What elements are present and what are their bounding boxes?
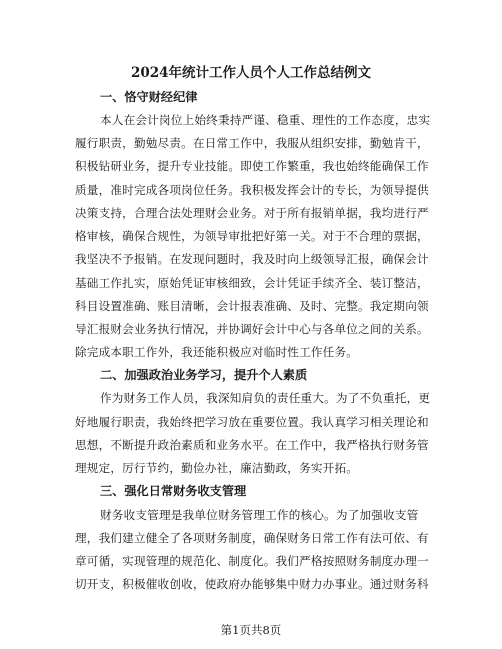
paragraph-line: 科目设置准确、账目清晰，会计报表准确、及时、完整。我定期向领 (75, 299, 429, 313)
paragraph-line: 作为财务工作人员，我深知肩负的责任重大。为了不负重托，更 (100, 391, 431, 405)
paragraph-line: 章可循，实现管理的规范化、制度化。我们严格按照财务制度办理一 (75, 554, 429, 568)
paragraph-line: 除完成本职工作外，我还能积极应对临时性工作任务。 (75, 345, 359, 359)
paragraph-line: 导汇报财会业务执行情况，并协调好会计中心与各单位之间的关系。 (75, 322, 429, 336)
paragraph-line: 履行职责，勤勉尽责。在日常工作中，我服从组织安排，勤勉肯干， (75, 136, 429, 150)
page-indicator: 第1页共8页 (220, 623, 282, 637)
paragraph-line: 财务收支管理是我单位财务管理工作的核心。为了加强收支管 (100, 508, 419, 522)
document-title: 2024年统计工作人员个人工作总结例文 (130, 65, 372, 81)
paragraph-line: 决策支持，合理合法处理财会业务。对于所有报销单据，我均进行严 (75, 206, 429, 220)
paragraph-line: 好地履行职责，我始终把学习放在重要位置。我认真学习相关理论和 (75, 415, 429, 429)
paragraph-line: 本人在会计岗位上始终秉持严谨、稳重、理性的工作态度，忠实 (100, 113, 431, 127)
paragraph-line: 切开支，积极催收创收，使政府办能够集中财力办事业。通过财务科 (75, 577, 429, 591)
section-heading-1: 一、恪守财经纪律 (100, 90, 198, 104)
paragraph-line: 质量，准时完成各项岗位任务。我积极发挥会计的专长，为领导提供 (75, 183, 429, 197)
paragraph-line: 我坚决不予报销。在发现问题时，我及时向上级领导汇报，确保会计 (75, 252, 429, 266)
paragraph-line: 格审核，确保合规性，为领导审批把好第一关。对于不合理的票据， (75, 229, 429, 243)
paragraph-line: 理规定，厉行节约，勤俭办社，廉洁勤政，务实开拓。 (75, 461, 359, 475)
paragraph-line: 基础工作扎实，原始凭证审核细致，会计凭证手续齐全、装订整洁， (75, 276, 429, 290)
section-heading-3: 三、强化日常财务收支管理 (100, 484, 247, 498)
paragraph-line: 积极钻研业务，提升专业技能。即使工作繁重，我也始终能确保工作 (75, 159, 429, 173)
paragraph-line: 理，我们建立健全了各项财务制度，确保财务日常工作有法可依、有 (75, 531, 429, 545)
section-heading-2: 二、加强政治业务学习，提升个人素质 (100, 368, 308, 382)
paragraph-line: 思想，不断提升政治素质和业务水平。在工作中，我严格执行财务管 (75, 438, 429, 452)
